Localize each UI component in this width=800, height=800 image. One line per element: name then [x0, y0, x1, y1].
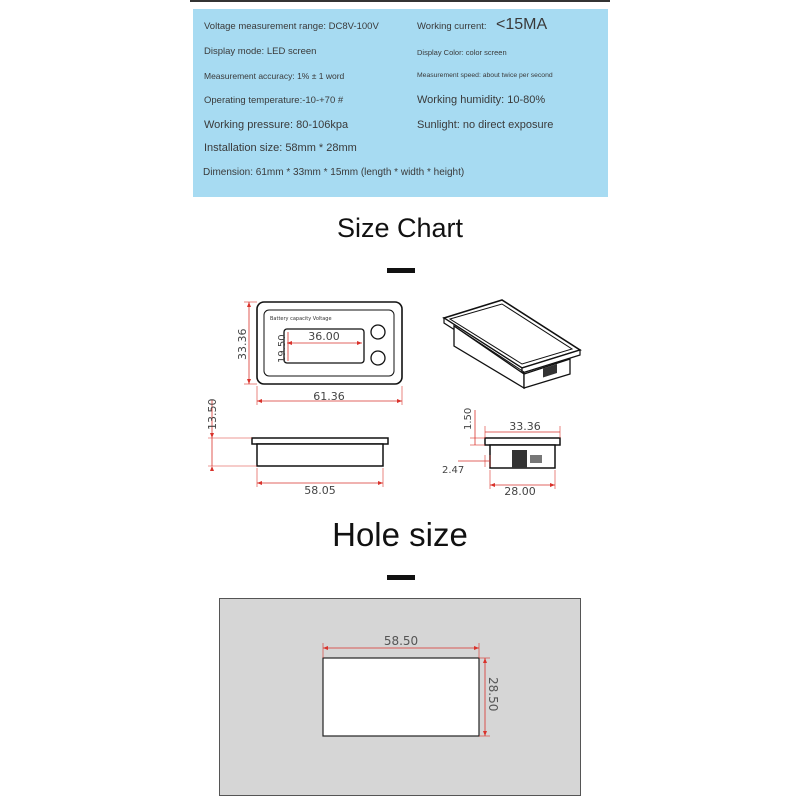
spec-speed: Measurement speed: about twice per second: [417, 72, 553, 79]
spec-pressure: Working pressure: 80-106kpa: [204, 119, 349, 131]
size-chart-divider: [387, 268, 415, 273]
hole-size-title: Hole size: [332, 516, 468, 553]
dim-end-width: 33.36: [509, 420, 541, 433]
hole-panel: [219, 598, 581, 796]
spec-display-color: Display Color: color screen: [417, 48, 507, 57]
front-screen-text: Battery capacity Voltage: [270, 316, 332, 322]
spec-working-current-label: Working current:: [417, 21, 487, 32]
hole-size-divider: [387, 575, 415, 580]
spec-panel: [193, 9, 608, 197]
side-view: [206, 399, 388, 498]
spec-humidity: Working humidity: 10-80%: [417, 94, 546, 106]
dim-screen-height: 19.50: [277, 334, 288, 363]
spec-operating-temperature: Operating temperature:-10-+70 #: [204, 95, 344, 106]
dim-bezel: 1.50: [463, 407, 474, 430]
top-border: [0, 0, 800, 2]
spec-voltage-range: Voltage measurement range: DC8V-100V: [204, 21, 379, 32]
dim-end-body: 28.00: [504, 485, 536, 498]
dim-screen-width: 36.00: [308, 330, 340, 343]
dim-body-width: 58.05: [304, 484, 336, 497]
spec-working-current-value: <15MA: [496, 16, 548, 33]
spec-installation-size: Installation size: 58mm * 28mm: [204, 142, 357, 154]
spec-sunlight: Sunlight: no direct exposure: [417, 119, 554, 131]
hole-width-label: 58.50: [383, 634, 419, 648]
size-chart-title: Size Chart: [336, 213, 464, 243]
size-chart-drawing: [200, 290, 600, 500]
hole-cutout: [323, 658, 479, 736]
iso-view: [444, 300, 580, 388]
hole-drawing: [220, 599, 580, 795]
spec-display-mode: Display mode: LED screen: [204, 46, 317, 57]
dim-depth: 13.50: [206, 398, 219, 430]
front-view: [236, 302, 402, 405]
dim-overall-width: 61.36: [313, 390, 345, 403]
end-view: [442, 408, 560, 498]
dim-overall-height: 33.36: [236, 328, 249, 360]
spec-dimension: Dimension: 61mm * 33mm * 15mm (length * width * height): [203, 167, 465, 178]
dim-end-offset: 2.47: [442, 465, 465, 476]
hole-height-label: 28.50: [486, 677, 500, 712]
spec-accuracy: Measurement accuracy: 1% ± 1 word: [204, 71, 345, 81]
